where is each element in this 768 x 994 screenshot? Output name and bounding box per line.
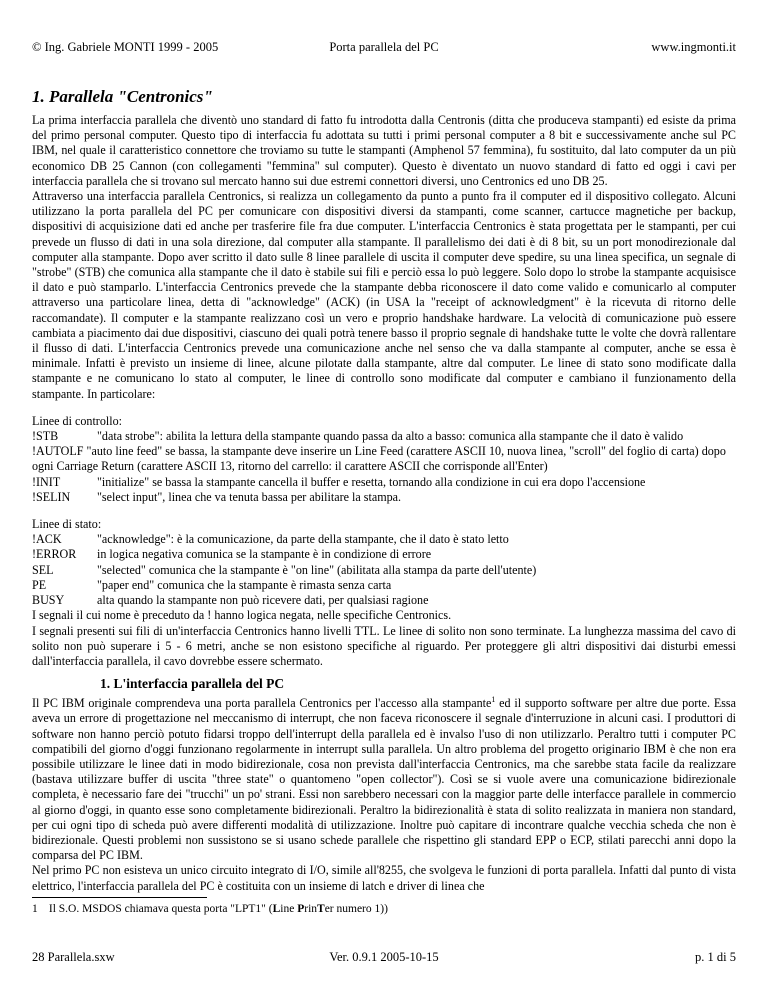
signal-description: "initialize" se bassa la stampante cancella il buffer e resetta, tornando alla condizione in cui era dopo l'accensione [97,474,646,489]
section-title: 1. Parallela "Centronics" [32,87,213,106]
status-lines-list [32,532,736,608]
signal-name: !AUTOLF [32,444,84,459]
signal-name: SEL [32,562,54,577]
negated-logic-note: I segnali il cui nome è preceduto da ! hanno logica negata, nelle specifiche Centronics. [32,608,452,623]
status-line-ack [32,532,736,547]
intro-paragraph: La prima interfaccia parallela che diventò uno standard di fatto fu introdotta dalla Centronis (ditta che produceva stampanti) ed esiste da prima del primo personal computer. Questo tipo di interfaccia fu adottata su tutti i primi personal computer a 8 bit e successivamente anche sul PC IBM, nel quale il caratteristico connettore che troviamo su tutte le stampanti (Amphenol 57 femmina), fu sostituito, dal lato computer da un più economico DB 25 Cannon (con collegamenti "femmina" sul computer). Questo è diventato un nuovo standard di fatto ed oggi i cavi per interfaccia parallela che si trovano sul mercato hanno sui due estremi connettori diversi, uno Centronics ed uno DB 25. [32,113,736,188]
signal-name: !ACK [32,532,62,547]
status-line-busy [32,593,736,608]
signal-name: PE [32,577,47,592]
header-copyright: © Ing. Gabriele MONTI 1999 - 2005 [32,40,219,54]
footnote-bold-letter: L [272,903,281,915]
footnote [32,903,388,915]
signal-name: !STB [32,429,59,444]
signal-name: !SELIN [32,489,71,504]
centronics-paragraph: Attraverso una interfaccia parallela Centronics, si realizza un collegamento da punto a punto fra il computer ed il dispositivo collegato. Alcuni utilizzano la porta parallela del PC per comunicare con dispositivi diversi da stampanti, come scanner, cartucce magnetiche per backup, dispositivi di acquisizione dati ed anche per trasferire file fra due computer. L'interfaccia Centronics è stata progettata per le stampanti, per cui prevede un flusso di dati in una sola direzione, dal computer alla stampante. Il parallelismo dei dati è di 8 bit, su un port monodirezionale dal computer alla stampante. Dopo aver scritto il dato sulle 8 linee parallele di uscita il computer deve spedire, su una linea specifica, un segnale di "strobe" (STB) che comunica alla stampante che il dato è stabile sui fili e perciò essa lo può leggere. Solo dopo lo strobe la stampante acquisisce il dato e può stamparlo. L'interfaccia Centronics prevede che la stampante debba riconoscere il dato come valido e comunicarlo al computer attraverso una particolare linea, detta di "acknowledge" (ACK) (in USA la "receipt of acknowledgment" è la ricevuta di ritorno delle raccomandate). Il computer e la stampante realizzano così un vero e proprio handshake hardware. La velocità di comunicazione può essere cambiata a piacimento dai due dispositivi, ciascuno dei quali potrà tenere basso il proprio segnale di handshake tutte le volte che dovrà rallentare il flusso di dati. L'interfaccia Centronics prevede una comunicazione anche nel senso che va dalla stampante al computer, anche se essa è minimale. Infatti è previsto un insieme di linee, alcune pilotate dalla stampante, altre dal computer. Le linee di stato sono modificate dalla stampante e ne comunicano lo stato al computer, le linee di controllo sono modificate dal computer e cambiano il funzionamento della stampante. In particolare: [32,189,736,401]
signal-description: "paper end" comunica che la stampante è rimasta senza carta [97,577,392,592]
footnote-number: 1 [32,903,38,915]
signal-description: in logica negativa comunica se la stampante è in condizione di errore [97,547,432,562]
header-website: www.ingmonti.it [651,40,736,54]
signal-description: "auto line feed" se bassa, la stampante deve inserire un Line Feed (carattere ASCII 10, nuova linea, "scroll" del foglio di carta) dopo ogni Carriage Return (carattere ASCII 13, ritorno del carrello: il carattere ASCII che corrisponde all'Enter) [32,444,726,474]
status-lines-heading: Linee di stato: [32,517,102,532]
control-line-init [32,475,736,490]
control-lines-list [32,429,736,505]
pc-parallel-paragraph [32,696,736,863]
footer-version: Ver. 0.9.1 2005-10-15 [329,950,439,964]
control-line-selin [32,490,736,505]
footnote-reference: 1 [491,695,496,705]
control-line-stb [32,429,736,444]
footnote-bold-letter: T [317,903,325,915]
footnote-text: er numero 1)) [324,903,388,915]
footnote-text: ine [280,903,298,915]
control-lines-heading: Linee di controllo: [32,413,123,428]
footer-filename: 28 Parallela.sxw [32,950,115,964]
pc-paragraph-text-a: Il PC IBM originale comprendeva una porta parallela Centronics per l'accesso alla stampante [32,696,492,711]
header-title: Porta parallela del PC [329,40,439,54]
footnote-separator [32,897,207,898]
status-line-sel [32,563,736,578]
footnote-bold-letter: P [297,903,305,915]
ttl-levels-note: I segnali presenti sui fili di un'interfaccia Centronics hanno livelli TTL. Le linee di solito non sono terminate. La lunghezza massima del cavo di solito non può superare i 5 - 6 metri, anche se non esistono specifiche al riguardo. Per proteggere gli altri dispositivi dai disturbi emessi dall'interfaccia parallela, il cavo dovrebbe essere schermato. [32,623,736,668]
footer-page-number: p. 1 di 5 [695,950,736,964]
signal-description: "selected" comunica che la stampante è "on line" (abilitata alla stampa da parte dell'utente) [97,562,537,577]
pc-paragraph-text-b: ed il supporto software per altre due porte. Essa aveva un errore di progettazione nel meccanismo di interrupt, che non faceva riconoscere il segnale d'interruzione in alcuni casi. I produttori di software non hanno perciò potuto fidarsi troppo dell'interrupt della parallela ed è invalso l'uso di non utilizzarlo. Peraltro tutti i computer PC compatibili del giorno d'oggi funzionano regolarmente in interrupt sulla parallela. Un altro problema del progetto originario IBM è che non era possibile utilizzare le linee dati in modo bidirezionale, cosa non prevista dall'interfaccia Centronics, ma che sarebbe stata facile da realizzare (bastava utilizzare buffer di uscita "three state" o quantomeno "open collector"). Così se si vuole avere una comunicazione bidirezionale completa, è necessario fare dei "trucchi" un po' strani. Essi non sarebbero necessari con la maggior parte delle interfacce parallele in commercio al giorno d'oggi, in quanto esse sono completamente bidirezionali. Peraltro la bidirezionalità è stata di solito realizzata in maniera non standard, per cui ogni tipo di scheda può avere differenti modalità di utilizzazione. Inoltre può capitare di incontrare qualche vecchia scheda che non è bidirezionale. Questi problemi non sussistono se si usano schede parallele che rispettino gli standard EPP o ECP, stilati parecchi anni dopo la comparsa del PC IBM. [32,696,736,863]
signal-description: "select input", linea che va tenuta bassa per abilitare la stampa. [97,489,402,504]
status-line-pe [32,578,736,593]
page-footer [32,950,736,966]
signal-description: "data strobe": abilita la lettura della stampante quando passa da alto a basso: comunica alla stampante che il dato è valido [97,429,684,444]
document-body [32,86,736,894]
signal-description: "acknowledge": è la comunicazione, da parte della stampante, che il dato è stato letto [97,532,509,547]
status-line-error [32,547,736,562]
signal-name: !ERROR [32,547,77,562]
control-line-autolf [32,444,736,474]
signal-name: !INIT [32,474,61,489]
signal-description: alta quando la stampante non può ricevere dati, per qualsiasi ragione [97,593,429,608]
page-header [32,40,736,56]
signal-name: BUSY [32,593,65,608]
subsection-title: 1. L'interfaccia parallela del PC [100,676,285,692]
footnote-text: Il S.O. MSDOS chiamava questa porta "LPT1" ( [48,903,273,915]
pc-io-paragraph: Nel primo PC non esisteva un unico circuito integrato di I/O, simile all'8255, che svolgeva le funzioni di porta parallela. Infatti dal punto di vista elettrico, l'interfaccia parallela del PC è costituita con un insieme di latch e driver di linea che [32,863,736,893]
footnote-text: rin [304,903,318,915]
